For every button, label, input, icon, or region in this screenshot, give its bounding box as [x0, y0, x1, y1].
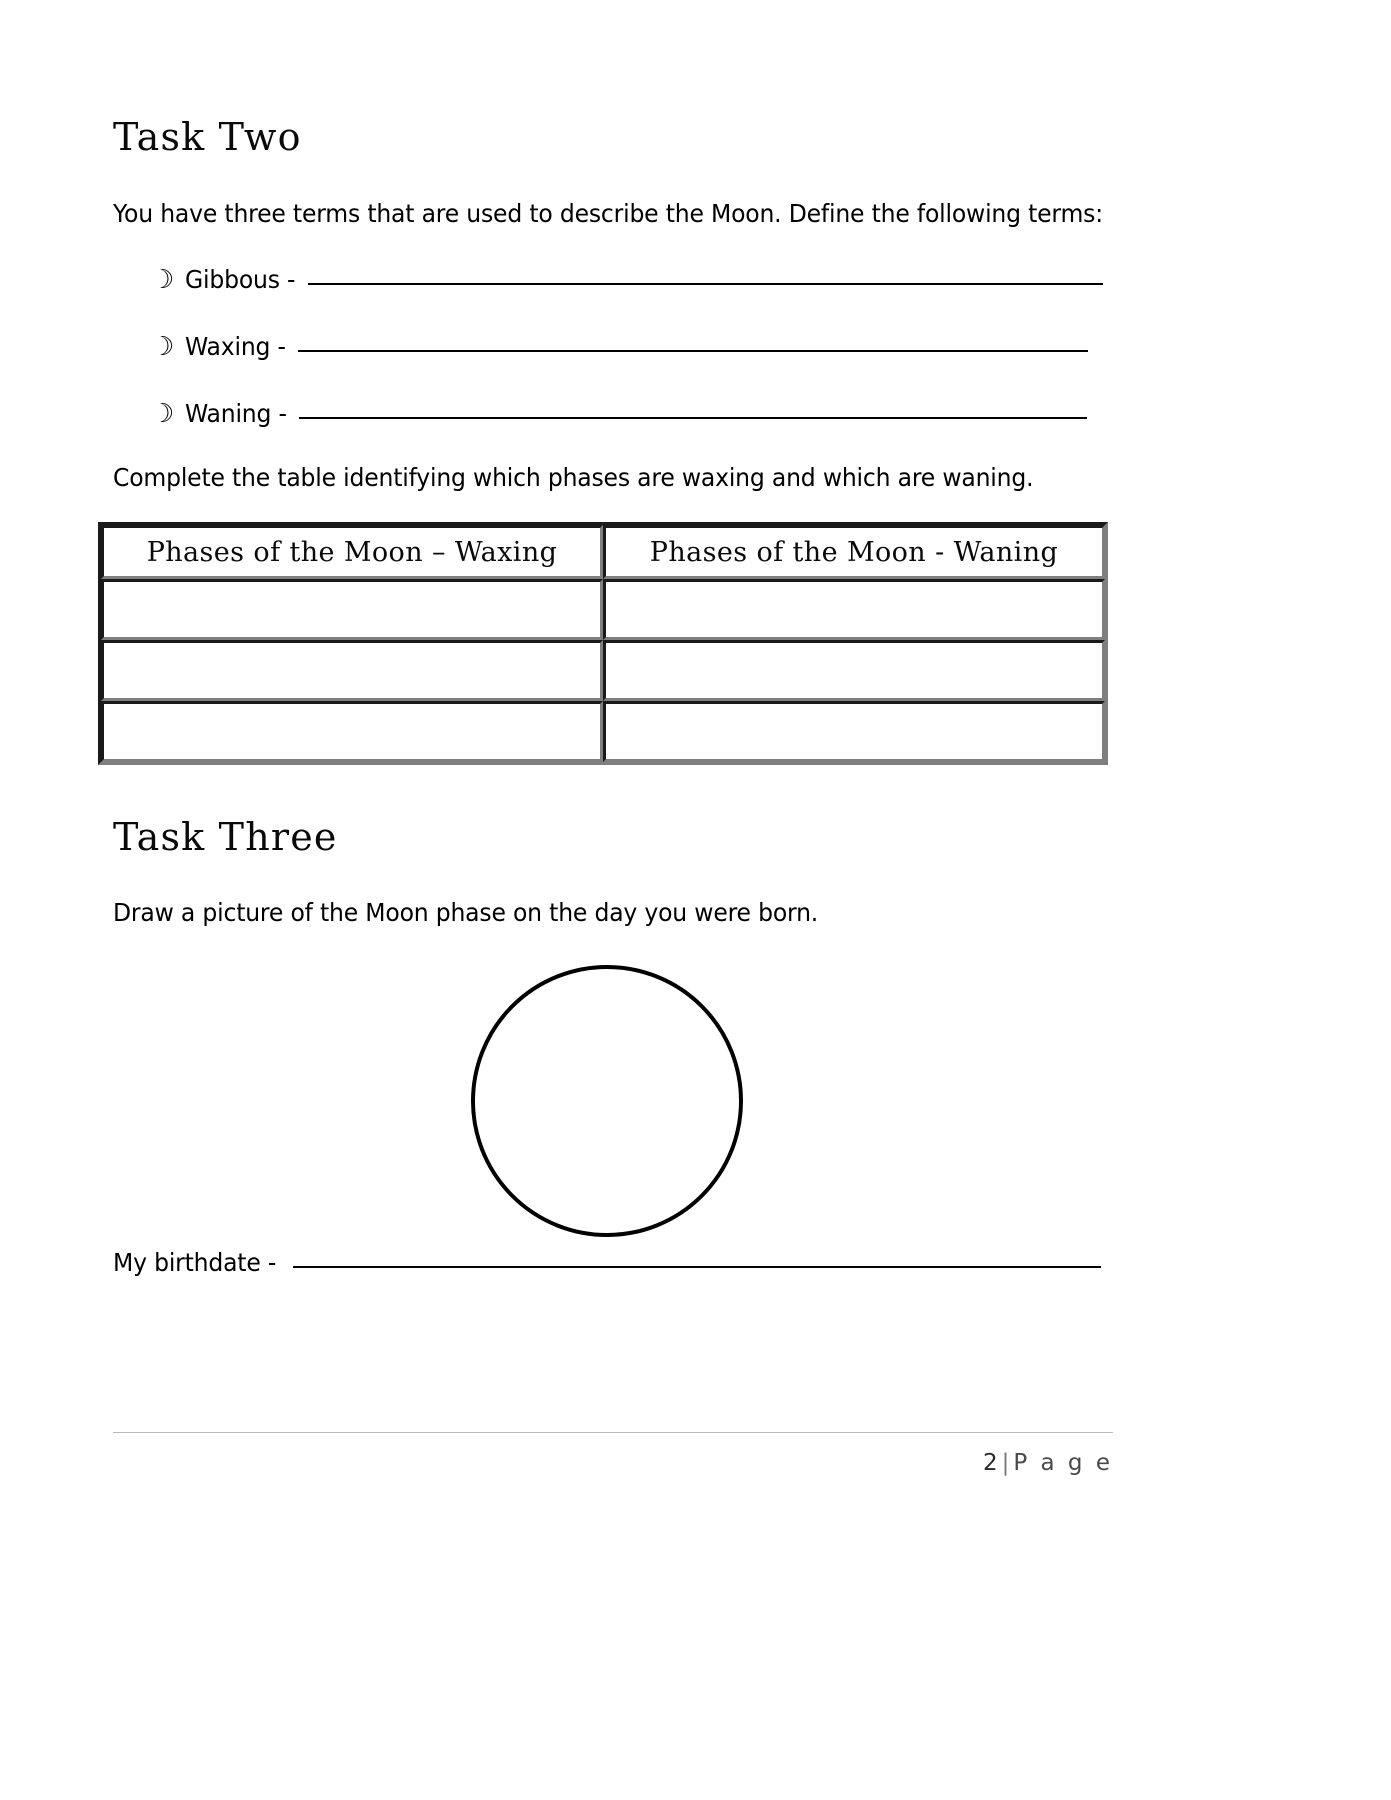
- crescent-moon-icon: ☽: [151, 332, 175, 362]
- footer-page-word: P a g e: [1013, 1450, 1113, 1476]
- term-label-waxing: Waxing -: [185, 332, 286, 361]
- birthdate-answer-line[interactable]: [293, 1265, 1101, 1268]
- waning-answer-line[interactable]: [299, 416, 1087, 419]
- waxing-answer-line[interactable]: [298, 349, 1088, 352]
- term-label-gibbous: Gibbous -: [185, 265, 296, 294]
- table-cell-waning[interactable]: [603, 640, 1105, 701]
- term-row: [151, 399, 1087, 428]
- table-row: [101, 701, 1105, 762]
- task-three-instruction-text: Draw a picture of the Moon phase on the day you were born.: [113, 898, 819, 927]
- moon-drawing-circle[interactable]: [471, 965, 743, 1237]
- table-header-waxing: Phases of the Moon – Waxing: [101, 525, 603, 579]
- term-row: [151, 332, 1088, 361]
- task-two-heading: Task Two: [113, 115, 302, 159]
- footer-divider: [113, 1432, 1113, 1433]
- footer-separator: |: [1001, 1450, 1010, 1476]
- table-cell-waxing[interactable]: [101, 640, 603, 701]
- gibbous-answer-line[interactable]: [308, 282, 1103, 285]
- table-cell-waning[interactable]: [603, 701, 1105, 762]
- table-cell-waning[interactable]: [603, 579, 1105, 640]
- table-instruction-text: Complete the table identifying which phases are waxing and which are waning.: [113, 463, 1034, 492]
- birthdate-label: My birthdate -: [113, 1248, 277, 1277]
- phases-table: [98, 522, 1108, 765]
- crescent-moon-icon: ☽: [151, 399, 175, 429]
- page-footer: [113, 1432, 1113, 1476]
- birthdate-row: [113, 1248, 1101, 1277]
- table-header-row: [101, 525, 1105, 579]
- crescent-moon-icon: ☽: [151, 265, 175, 295]
- term-label-waning: Waning -: [185, 399, 287, 428]
- task-three-heading: Task Three: [113, 815, 338, 859]
- phases-table-wrapper: [98, 522, 1108, 765]
- task-two-intro-text: You have three terms that are used to describe the Moon. Define the following terms:: [113, 199, 1103, 228]
- table-cell-waxing[interactable]: [101, 579, 603, 640]
- table-cell-waxing[interactable]: [101, 701, 603, 762]
- term-row: [151, 265, 1103, 294]
- footer-page-number: 2: [982, 1450, 998, 1476]
- table-row: [101, 640, 1105, 701]
- table-row: [101, 579, 1105, 640]
- footer-text: [113, 1450, 1113, 1476]
- table-header-waning: Phases of the Moon - Waning: [603, 525, 1105, 579]
